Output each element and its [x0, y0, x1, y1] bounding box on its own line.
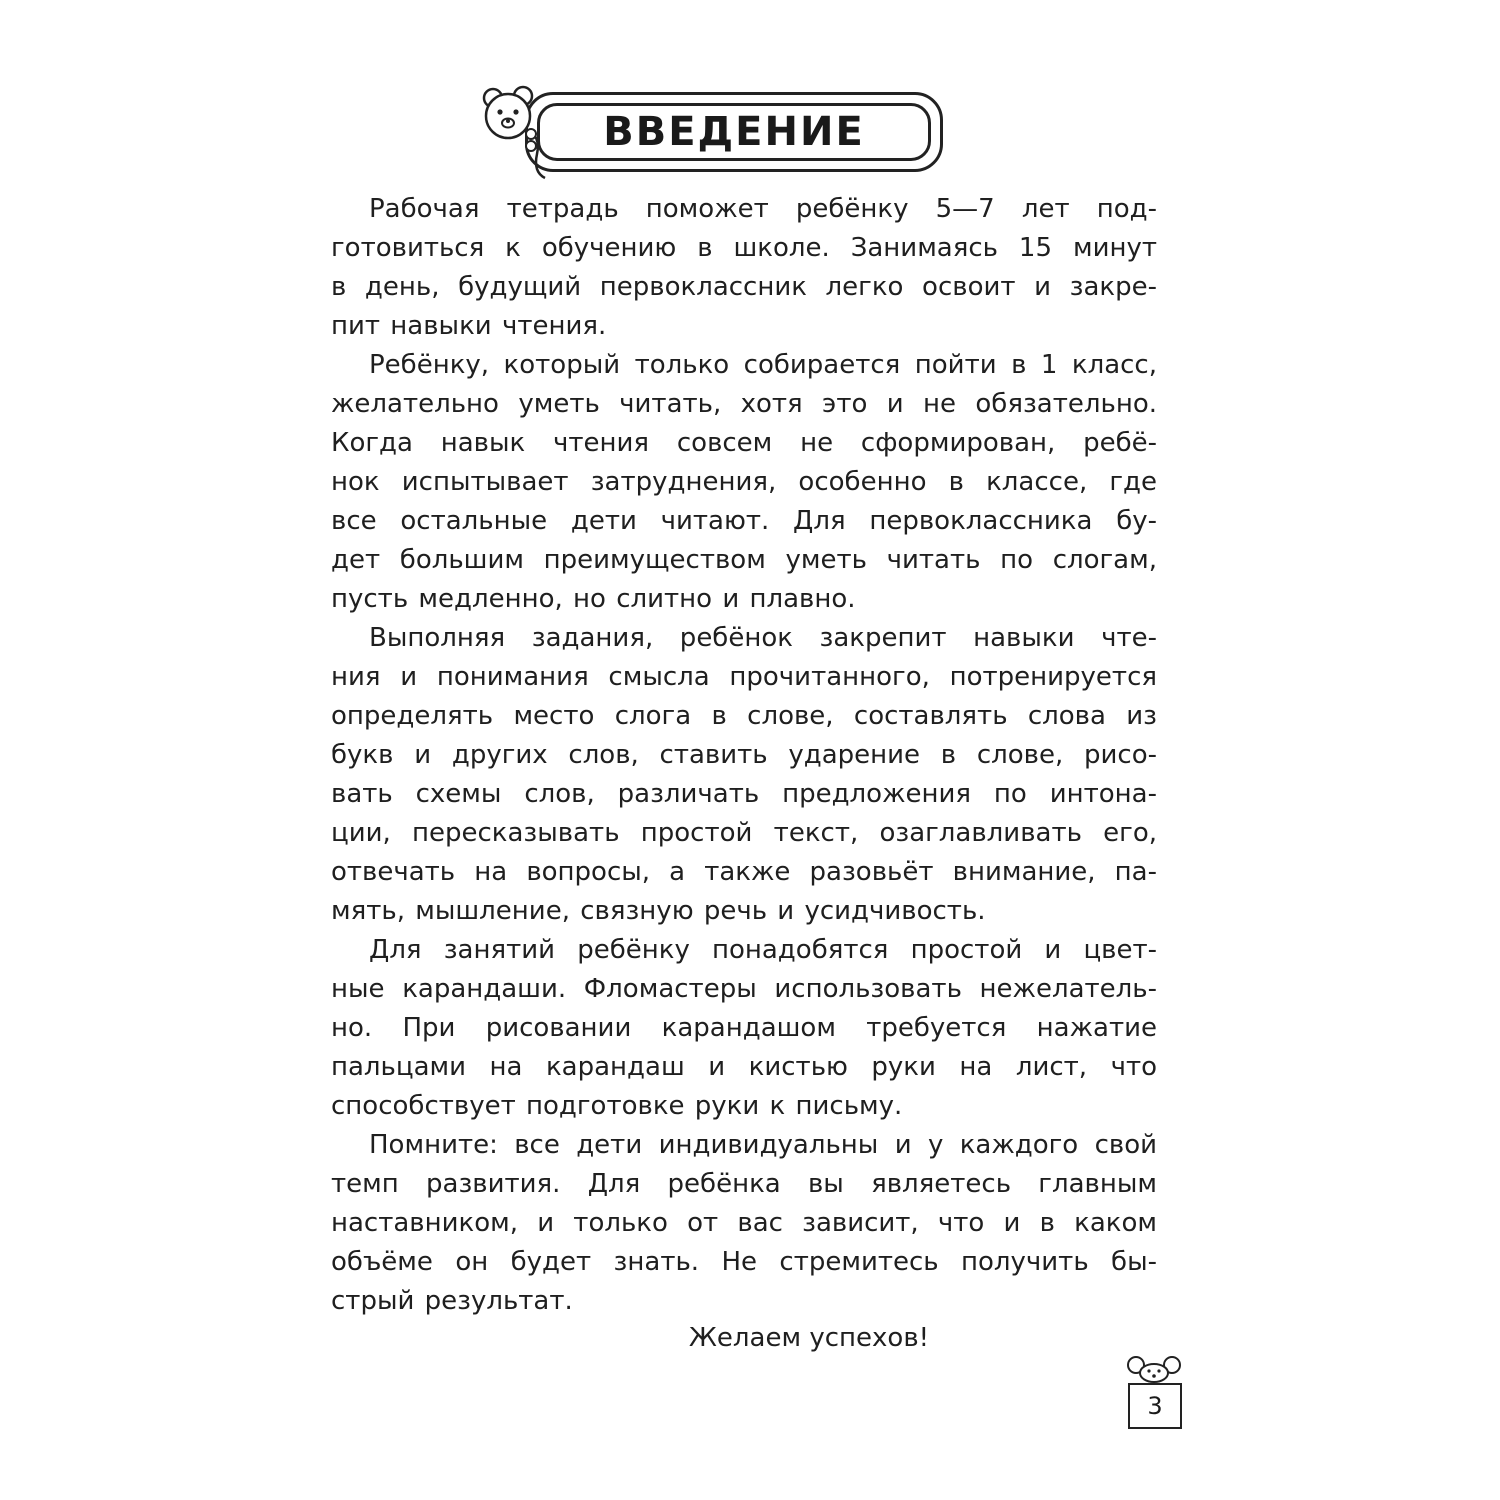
mouse-icon: [1122, 1355, 1186, 1383]
page-number: 3: [1128, 1383, 1182, 1429]
text-line: все остальные дети читают. Для первоклассника бу-: [331, 506, 1157, 536]
text-line: желательно уметь читать, хотя это и не обязательно.: [331, 389, 1157, 419]
text-line: ции, пересказывать простой текст, озаглавливать его,: [331, 818, 1157, 848]
text-line: Когда навык чтения совсем не сформирован, ребё-: [331, 428, 1157, 458]
text-line: пусть медленно, но слитно и плавно.: [331, 584, 856, 614]
text-line: вать схемы слов, различать предложения по интона-: [331, 779, 1157, 809]
text-line: темп развития. Для ребёнка вы являетесь главным: [331, 1169, 1157, 1199]
paragraph: [331, 190, 1157, 346]
intro-text: [331, 190, 1157, 1321]
paragraph: [331, 346, 1157, 619]
title-banner: [475, 80, 950, 180]
text-line: готовиться к обучению в школе. Занимаясь 15 минут: [331, 233, 1157, 263]
text-line: Для занятий ребёнку понадобятся простой и цвет-: [369, 935, 1157, 965]
text-line: объёме он будет знать. Не стремитесь получить бы-: [331, 1247, 1157, 1277]
text-line: отвечать на вопросы, а также разовьёт внимание, па-: [331, 857, 1157, 887]
text-line: дет большим преимуществом уметь читать по слогам,: [331, 545, 1157, 575]
paragraph: [331, 931, 1157, 1126]
text-line: способствует подготовке руки к письму.: [331, 1091, 903, 1121]
page-title: ВВЕДЕНИЕ: [603, 109, 865, 155]
text-line: Помните: все дети индивидуальны и у каждого свой: [369, 1130, 1157, 1160]
text-line: Выполняя задания, ребёнок закрепит навыки чте-: [369, 623, 1157, 653]
text-line: ные карандаши. Фломастеры использовать нежелатель-: [331, 974, 1157, 1004]
text-line: стрый результат.: [331, 1286, 573, 1316]
teddy-bear-icon: [475, 80, 565, 180]
page-number-area: [1122, 1355, 1186, 1435]
text-line: наставником, и только от вас зависит, что и в каком: [331, 1208, 1157, 1238]
text-line: нок испытывает затруднения, особенно в классе, где: [331, 467, 1157, 497]
text-line: Рабочая тетрадь поможет ребёнку 5—7 лет под-: [369, 194, 1157, 224]
text-line: в день, будущий первоклассник легко освоит и закре-: [331, 272, 1157, 302]
text-line: букв и других слов, ставить ударение в слове, рисо-: [331, 740, 1157, 770]
text-line: мять, мышление, связную речь и усидчивость.: [331, 896, 986, 926]
text-line: ния и понимания смысла прочитанного, потренируется: [331, 662, 1157, 692]
text-line: пальцами на карандаш и кистью руки на лист, что: [331, 1052, 1157, 1082]
closing-text: Желаем успехов!: [688, 1323, 930, 1353]
text-line: Ребёнку, который только собирается пойти в 1 класс,: [369, 350, 1157, 380]
text-line: пит навыки чтения.: [331, 311, 607, 341]
text-line: но. При рисовании карандашом требуется нажатие: [331, 1013, 1157, 1043]
paragraph: [331, 619, 1157, 931]
closing-line: [331, 1318, 1157, 1358]
paragraph: [331, 1126, 1157, 1321]
text-line: определять место слога в слове, составлять слова из: [331, 701, 1157, 731]
